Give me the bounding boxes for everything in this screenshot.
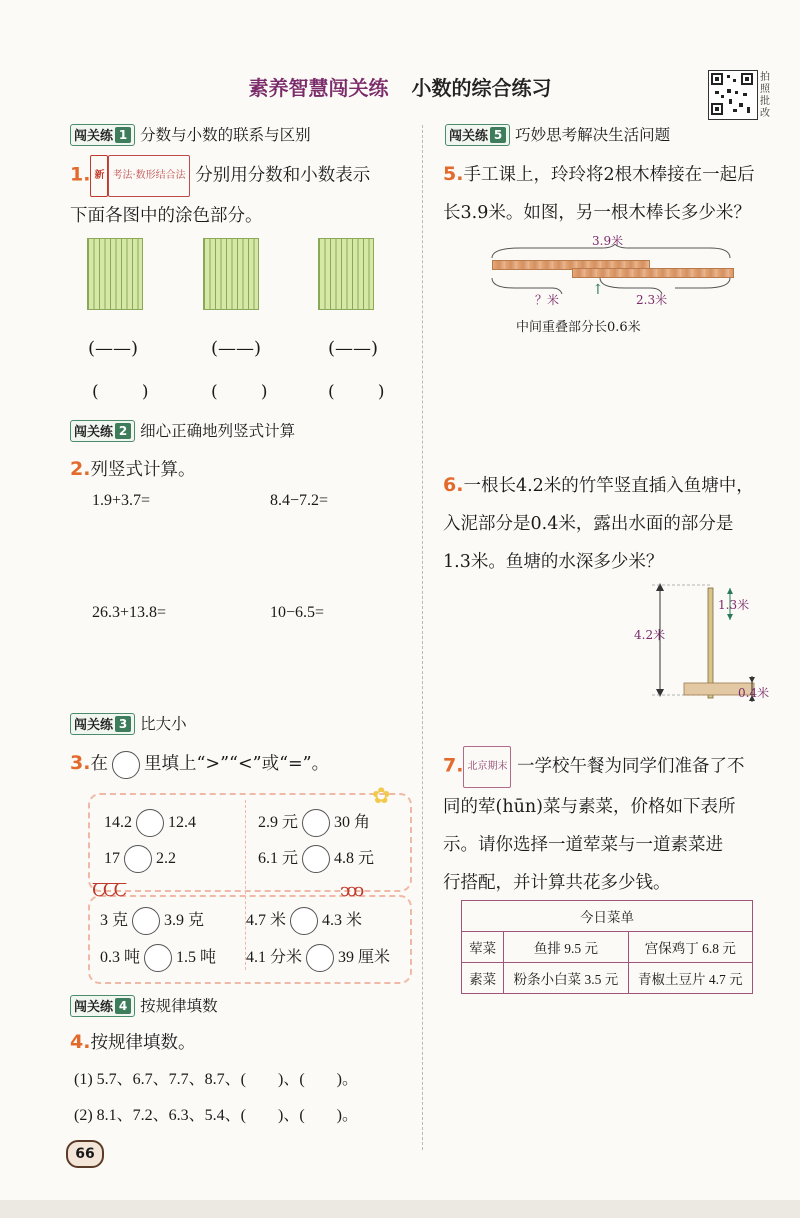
label-pole-length: 4.2米 xyxy=(634,628,666,642)
calc-item: 26.3+13.8= xyxy=(92,604,167,621)
section-5-title: 巧妙思考解决生活问题 xyxy=(515,126,671,144)
table-title: 今日菜单 xyxy=(462,901,753,932)
circle-icon xyxy=(112,751,140,779)
row-label: 素菜 xyxy=(462,963,504,994)
question-5: 5.手工课上，玲玲将2根木棒接在一起后 长3.9米。如图，另一根木棒长多少米？ xyxy=(443,163,755,223)
label-above-water: 1.3米 xyxy=(718,598,750,612)
section-3-header xyxy=(70,712,187,735)
arrow-up-icon: ↑ xyxy=(592,282,604,298)
table-row xyxy=(462,932,753,963)
question-1: 1. 新 考法·数形结合法 分别用分数和小数表示 下面各图中的涂色部分。 xyxy=(70,155,415,235)
table-cell: 鱼排 9.5 元 xyxy=(504,932,628,963)
ribbon-left-icon: ꞆꞆꞆ xyxy=(92,880,125,901)
section-tag: 闯关练 3 xyxy=(70,713,135,735)
shaded-grid-1 xyxy=(87,238,143,310)
label-unknown-length: ？米 xyxy=(535,293,560,307)
compare-item: 14.2 12.4 xyxy=(104,806,196,840)
section-1-title: 分数与小数的联系与区别 xyxy=(140,126,311,144)
section-tag: 闯关练 5 xyxy=(445,124,510,146)
qr-code-icon[interactable] xyxy=(708,70,758,120)
calc-item: 10−6.5= xyxy=(270,604,325,621)
answer-circle[interactable] xyxy=(302,845,330,873)
compare-item: 2.9 元 30 角 xyxy=(258,806,370,840)
compare-item: 3 克 3.9 克 xyxy=(100,904,204,938)
answer-circle[interactable] xyxy=(306,944,334,972)
question-6: 6.一根长4.2米的竹竿竖直插入鱼塘中， 入泥部分是0.4米，露出水面的部分是 1.3米。鱼塘的水深多少米？ xyxy=(443,474,754,572)
sequence-2[interactable]: (2) 8.1、7.2、6.3、5.4、( )、( )。 xyxy=(74,1107,358,1124)
section-tag: 闯关练 1 xyxy=(70,124,135,146)
compare-item: 0.3 吨 1.5 吨 xyxy=(100,941,216,975)
compare-item: 4.7 米 4.3 米 xyxy=(246,904,362,938)
section-2-title: 细心正确地列竖式计算 xyxy=(140,422,296,440)
question-3: 3.在 里填上“>”“<”或“=”。 xyxy=(70,744,329,783)
page-bottom-edge xyxy=(0,1200,800,1218)
decimal-blank-3[interactable]: ( ) xyxy=(328,382,385,402)
fraction-blank-1[interactable]: (——) xyxy=(88,338,139,359)
answer-circle[interactable] xyxy=(132,907,160,935)
answer-circle[interactable] xyxy=(144,944,172,972)
label-total-length: 3.9米 xyxy=(592,234,624,248)
title-part-1: 素养智慧闯关练 xyxy=(248,76,389,100)
label-in-mud: 0.4米 xyxy=(738,686,770,700)
ribbon-right-icon: ↄↄↄ xyxy=(340,880,362,901)
answer-circle[interactable] xyxy=(124,845,152,873)
star-icon: ✿ xyxy=(372,784,391,809)
table-row xyxy=(462,963,753,994)
table-cell: 粉条小白菜 3.5 元 xyxy=(504,963,628,994)
menu-table xyxy=(461,900,753,994)
shaded-grid-3 xyxy=(318,238,374,310)
stick-2 xyxy=(572,268,734,278)
calc-item: 1.9+3.7= xyxy=(92,492,151,509)
answer-circle[interactable] xyxy=(290,907,318,935)
section-4-header xyxy=(70,994,218,1017)
question-4: 4.按规律填数。 xyxy=(70,1031,196,1053)
sequence-1[interactable]: (1) 5.7、6.7、7.7、8.7、( )、( )。 xyxy=(74,1071,358,1088)
row-label: 荤菜 xyxy=(462,932,504,963)
page-number: 66 xyxy=(66,1140,104,1168)
section-2-header xyxy=(70,419,295,442)
title-part-2: 小数的综合练习 xyxy=(411,76,552,100)
compare-item: 6.1 元 4.8 元 xyxy=(258,842,374,876)
label-known-length: 2.3米 xyxy=(636,293,668,307)
shaded-grid-2 xyxy=(203,238,259,310)
section-1-header xyxy=(70,123,311,146)
table-row xyxy=(462,901,753,932)
column-divider xyxy=(422,125,423,1150)
question-7: 7. 北京期末 一学校午餐为同学们准备了不 同的荤(hūn)菜与素菜，价格如下表所 示。请你选择一道荤菜与一道素菜进 行搭配，并计算共花多少钱。 xyxy=(443,746,788,902)
calc-item: 8.4−7.2= xyxy=(270,492,329,509)
decimal-blank-1[interactable]: ( ) xyxy=(92,382,149,402)
compare-item: 17 2.2 xyxy=(104,842,176,876)
decimal-blank-2[interactable]: ( ) xyxy=(211,382,268,402)
section-5-header xyxy=(445,123,670,146)
table-cell: 宫保鸡丁 6.8 元 xyxy=(628,932,752,963)
question-2: 2.列竖式计算。 xyxy=(70,458,196,480)
section-4-title: 按规律填数 xyxy=(140,997,218,1015)
fraction-blank-3[interactable]: (——) xyxy=(328,338,379,359)
answer-circle[interactable] xyxy=(136,809,164,837)
qr-caption: 拍照批改 xyxy=(760,72,770,119)
fraction-blank-2[interactable]: (——) xyxy=(211,338,262,359)
section-tag: 闯关练 2 xyxy=(70,420,135,442)
answer-circle[interactable] xyxy=(302,809,330,837)
page-title xyxy=(0,72,800,101)
section-tag: 闯关练 4 xyxy=(70,995,135,1017)
section-3-title: 比大小 xyxy=(140,715,187,733)
label-overlap: 中间重叠部分长0.6米 xyxy=(516,320,641,335)
compare-item: 4.1 分米 39 厘米 xyxy=(246,941,390,975)
table-cell: 青椒土豆片 4.7 元 xyxy=(628,963,752,994)
